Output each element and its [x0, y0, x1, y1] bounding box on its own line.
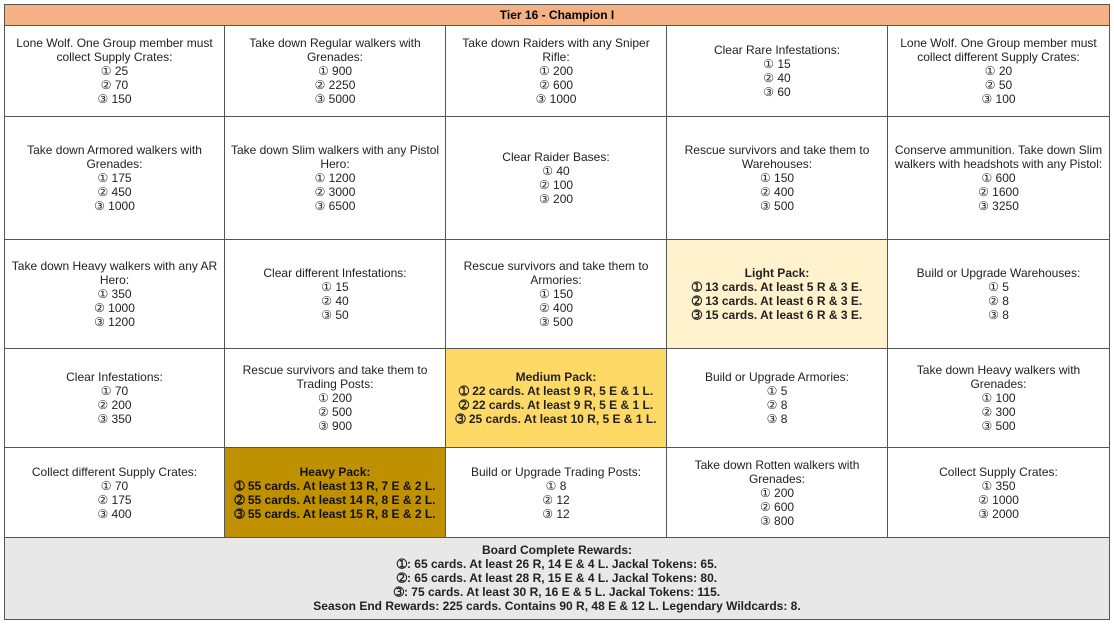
medium-pack-cell	[446, 349, 667, 448]
tier-value-2: ② 70	[100, 78, 129, 92]
tier-value-2: ② 600	[759, 499, 795, 514]
tier-value-2: ② 100	[538, 178, 574, 192]
tier-value-3: ③ 400	[97, 506, 132, 521]
tier-value-2: ② 50	[984, 78, 1013, 92]
tier-value-1: ① 150	[759, 171, 795, 185]
tier-value-3: ③ 5000	[314, 92, 356, 106]
tier-value-3: ③ 150	[97, 92, 132, 106]
tier-value-1: ① 200	[538, 64, 574, 78]
tier-value-1: ① 15	[321, 280, 349, 294]
tier-value-1: ① 1200	[314, 171, 356, 185]
tier-value-1: ① 5	[766, 384, 788, 398]
challenge-text: Clear different Infestations:	[263, 266, 407, 280]
challenge-cell	[667, 117, 888, 240]
tier-value-3: ③ 2000	[978, 506, 1019, 521]
pack-title: Heavy Pack:	[299, 464, 371, 479]
heavy-pack-cell	[225, 448, 446, 538]
tier-value-1: ① 5	[988, 280, 1009, 294]
pack-title: Light Pack:	[744, 266, 810, 280]
tier-value-1: ① 900	[317, 64, 353, 78]
challenge-cell	[667, 349, 888, 448]
challenge-text: Take down Slim walkers with any Pistol Hero:	[230, 143, 440, 171]
challenge-text: Take down Heavy walkers with any AR Hero:	[11, 259, 218, 287]
challenge-text: Clear Infestations:	[66, 370, 163, 384]
tier-value-3: ➂ 25 cards. At least 10 R, 5 E & 1 L.	[455, 412, 657, 426]
tier-value-3: ③ 60	[763, 85, 791, 99]
tier-value-2: ➁ 13 cards. At least 6 R & 3 E.	[691, 294, 863, 308]
tier-value-2: ② 2250	[314, 78, 356, 92]
tier-value-2: ② 400	[759, 185, 795, 199]
tier-value-3: ③ 12	[542, 506, 570, 521]
tier-value-3: ③ 6500	[314, 199, 356, 213]
challenge-cell	[225, 117, 446, 240]
challenge-cell	[667, 448, 888, 538]
tier-value-3: ③ 350	[97, 412, 132, 426]
challenge-text: Build or Upgrade Warehouses:	[916, 266, 1081, 280]
challenge-text: Rescue survivors and take them to Armories:	[463, 259, 649, 287]
tier-value-2: ② 175	[97, 492, 132, 507]
tier-title: Tier 16 - Champion I	[5, 5, 1109, 26]
challenge-cell	[446, 240, 667, 349]
tier-value-1: ① 150	[538, 287, 574, 301]
tier-value-2: ② 8	[988, 294, 1009, 308]
tier-value-1: ① 200	[759, 485, 795, 500]
tier-value-1: ① 20	[984, 64, 1013, 78]
board-rewards	[5, 538, 1109, 619]
tier-value-2: ② 40	[321, 294, 349, 308]
light-pack-cell	[667, 240, 888, 349]
challenge-text: Clear Raider Bases:	[502, 150, 610, 164]
tier-value-1: ① 40	[542, 164, 570, 178]
challenge-cell	[5, 448, 225, 538]
rewards-line-3: ➂: 75 cards. At least 30 R, 16 E & 5 L. Jackal Tokens: 115.	[393, 585, 721, 599]
tier-value-1: ➀ 13 cards. At least 5 R & 3 E.	[691, 280, 863, 294]
challenge-text: Build or Upgrade Trading Posts:	[470, 464, 642, 479]
tier-value-2: ② 8	[766, 398, 788, 412]
challenge-cell	[667, 26, 888, 117]
challenge-text: Rescue survivors and take them to Trading Posts:	[242, 363, 428, 391]
challenge-cell	[888, 26, 1109, 117]
tier-value-2: ➁ 55 cards. At least 14 R, 8 E & 2 L.	[234, 492, 436, 507]
tier-value-2: ② 400	[538, 301, 574, 315]
challenge-cell	[225, 349, 446, 448]
tier-value-2: ② 40	[763, 71, 791, 85]
rewards-line-2: ➁: 65 cards. At least 28 R, 15 E & 4 L. Jackal Tokens: 80.	[396, 571, 718, 585]
challenge-cell	[225, 26, 446, 117]
tier-board	[4, 4, 1110, 620]
tier-value-3: ➂ 55 cards. At least 15 R, 8 E & 2 L.	[234, 506, 436, 521]
tier-value-2: ② 3000	[314, 185, 356, 199]
tier-value-1: ① 350	[981, 478, 1016, 493]
tier-value-1: ① 15	[763, 57, 791, 71]
tier-value-3: ③ 200	[538, 192, 574, 206]
challenge-grid	[5, 26, 1109, 538]
tier-value-3: ③ 1200	[94, 315, 135, 329]
tier-value-3: ③ 800	[759, 513, 795, 528]
tier-value-2: ② 450	[97, 185, 132, 199]
challenge-text: Collect Supply Crates:	[939, 464, 1058, 479]
rewards-heading: Board Complete Rewards:	[481, 543, 633, 557]
challenge-cell	[5, 117, 225, 240]
challenge-text: Take down Raiders with any Sniper Rifle:	[462, 36, 650, 64]
tier-value-3: ③ 8	[988, 308, 1009, 322]
tier-value-1: ① 200	[317, 391, 353, 405]
tier-value-1: ➀ 55 cards. At least 13 R, 7 E & 2 L.	[234, 478, 436, 493]
tier-value-1: ① 600	[981, 171, 1016, 185]
challenge-text: Conserve ammunition. Take down Slim walkers with headshots with any Pistol:	[894, 143, 1103, 171]
tier-value-2: ➁ 22 cards. At least 9 R, 5 E & 1 L.	[458, 398, 654, 412]
tier-value-3: ③ 50	[321, 308, 349, 322]
challenge-text: Collect different Supply Crates:	[31, 464, 198, 479]
tier-value-3: ③ 3250	[978, 199, 1019, 213]
tier-value-3: ➂ 15 cards. At least 6 R & 3 E.	[691, 308, 863, 322]
challenge-cell	[446, 448, 667, 538]
tier-value-3: ③ 100	[981, 92, 1016, 106]
tier-value-2: ② 1000	[94, 301, 135, 315]
challenge-cell	[888, 349, 1109, 448]
tier-value-2: ② 1000	[978, 492, 1019, 507]
challenge-cell	[888, 448, 1109, 538]
tier-value-1: ① 70	[100, 384, 129, 398]
tier-value-3: ③ 1000	[94, 199, 135, 213]
challenge-cell	[5, 26, 225, 117]
challenge-text: Lone Wolf. One Group member must collect Supply Crates:	[16, 36, 213, 64]
challenge-text: Build or Upgrade Armories:	[704, 370, 850, 384]
tier-value-3: ③ 8	[766, 412, 788, 426]
challenge-text: Rescue survivors and take them to Warehouses:	[684, 143, 870, 171]
tier-value-2: ② 600	[538, 78, 574, 92]
tier-value-1: ① 100	[981, 391, 1016, 405]
tier-value-1: ① 175	[97, 171, 132, 185]
tier-value-3: ③ 900	[317, 419, 353, 433]
challenge-text: Take down Rotten walkers with Grenades:	[694, 457, 860, 486]
challenge-cell	[446, 26, 667, 117]
tier-value-2: ② 500	[317, 405, 353, 419]
challenge-cell	[446, 117, 667, 240]
tier-value-1: ➀ 22 cards. At least 9 R, 5 E & 1 L.	[458, 384, 654, 398]
challenge-text: Lone Wolf. One Group member must collect different Supply Crates:	[900, 36, 1097, 64]
tier-value-1: ① 70	[100, 478, 129, 493]
challenge-cell	[5, 240, 225, 349]
challenge-text: Take down Heavy walkers with Grenades:	[916, 363, 1081, 391]
tier-value-2: ② 200	[97, 398, 132, 412]
tier-value-3: ③ 500	[538, 315, 574, 329]
challenge-cell	[225, 240, 446, 349]
rewards-line-1: ➀: 65 cards. At least 26 R, 14 E & 4 L. Jackal Tokens: 65.	[396, 557, 718, 571]
tier-value-2: ② 1600	[978, 185, 1019, 199]
pack-title: Medium Pack:	[515, 370, 597, 384]
challenge-cell	[5, 349, 225, 448]
tier-value-2: ② 12	[542, 492, 570, 507]
tier-value-2: ② 300	[981, 405, 1016, 419]
tier-value-1: ① 25	[100, 64, 129, 78]
tier-value-1: ① 8	[545, 478, 567, 493]
tier-value-1: ① 350	[97, 287, 132, 301]
challenge-text: Clear Rare Infestations:	[713, 43, 841, 57]
season-rewards: Season End Rewards: 225 cards. Contains 90 R, 48 E & 12 L. Legendary Wildcards: 8.	[313, 599, 801, 613]
tier-value-3: ③ 500	[759, 199, 795, 213]
challenge-cell	[888, 240, 1109, 349]
tier-value-3: ③ 1000	[535, 92, 577, 106]
tier-value-3: ③ 500	[981, 419, 1016, 433]
challenge-cell	[888, 117, 1109, 240]
challenge-text: Take down Armored walkers with Grenades:	[27, 143, 202, 171]
challenge-text: Take down Regular walkers with Grenades:	[249, 36, 421, 64]
